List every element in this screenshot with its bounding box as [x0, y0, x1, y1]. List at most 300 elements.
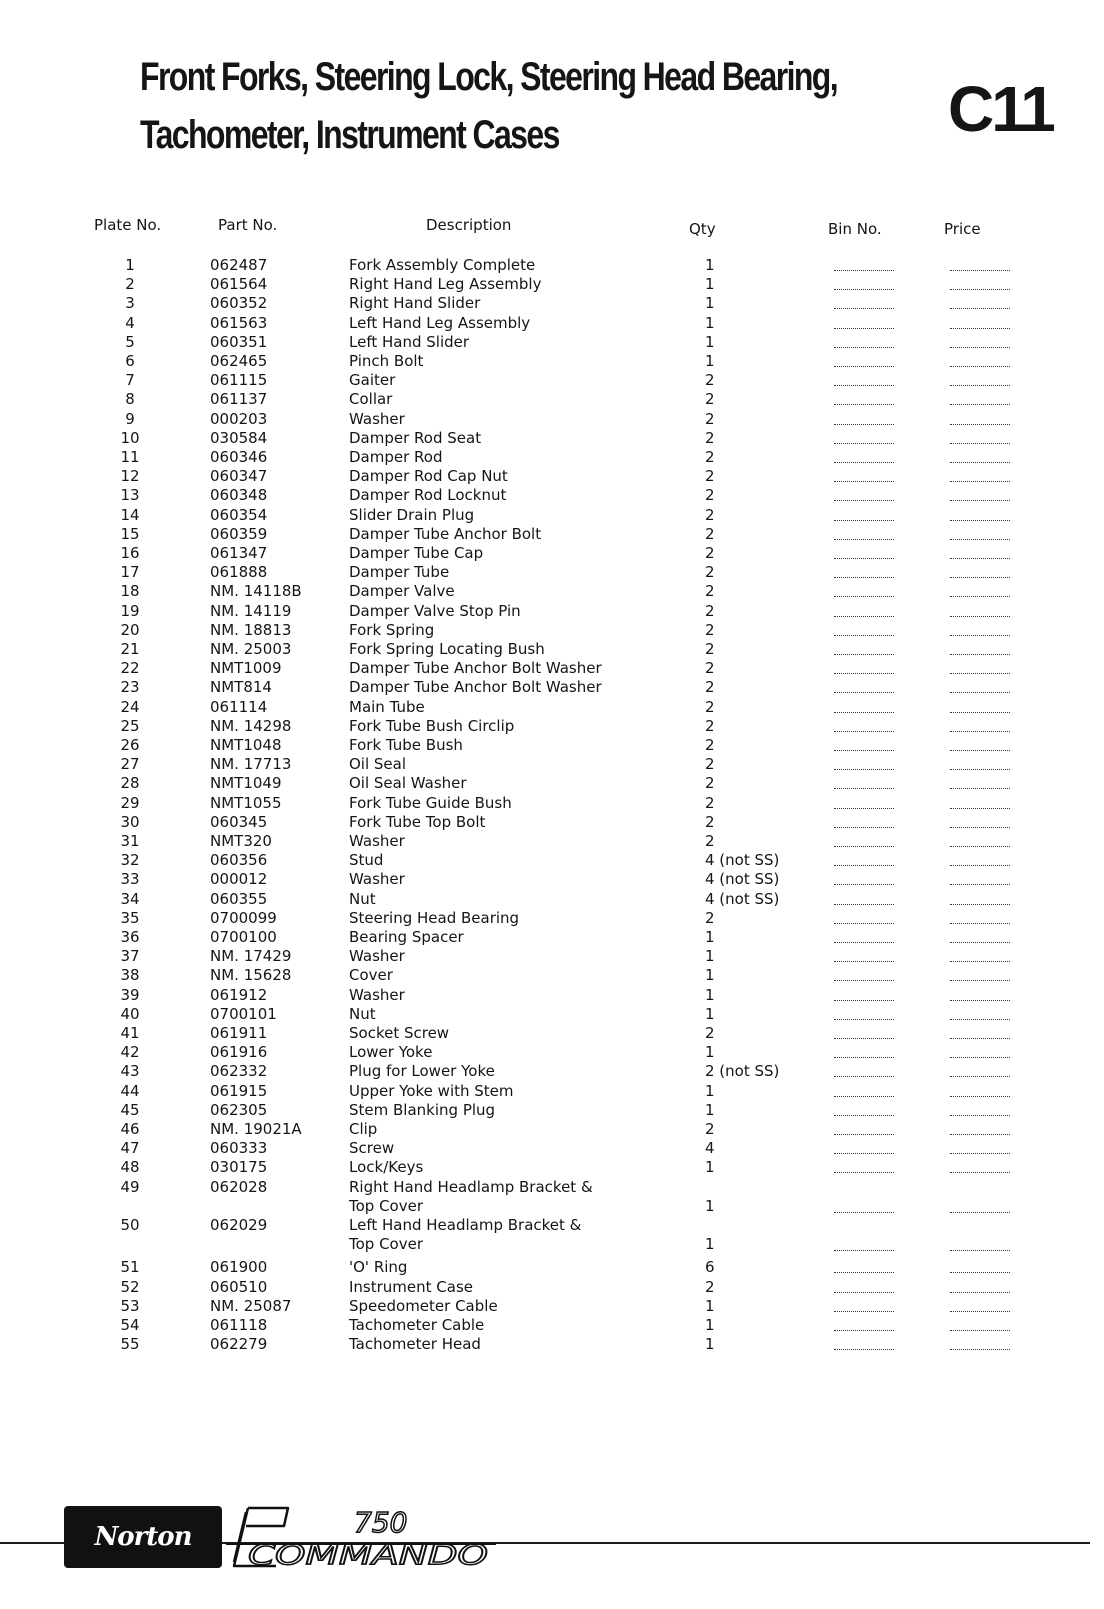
part-no: 061137: [210, 390, 268, 408]
bin-no-blank: [834, 1024, 894, 1039]
plate-no: 23: [120, 678, 140, 696]
qty: 2: [705, 717, 715, 735]
part-no: 060355: [210, 890, 268, 908]
plate-no: 10: [120, 429, 140, 447]
description: [349, 1278, 473, 1297]
bin-no-blank: [834, 410, 894, 425]
table-row: [0, 1335, 1104, 1354]
part-no: NMT1055: [210, 794, 282, 812]
plate-no: 24: [120, 698, 140, 716]
qty: 1: [705, 1197, 715, 1215]
bin-no-blank: [834, 870, 894, 885]
part-no: NMT320: [210, 832, 272, 850]
plate-no: 22: [120, 659, 140, 677]
description-line-1: Damper Tube Cap: [349, 544, 484, 562]
bin-no-blank: [834, 986, 894, 1001]
description: [349, 1082, 514, 1101]
price-blank: [950, 1024, 1010, 1039]
plate-no: 1: [125, 256, 135, 274]
bin-no-blank: [834, 390, 894, 405]
part-no: NM. 25087: [210, 1297, 292, 1315]
description: [349, 678, 602, 697]
part-no: 061347: [210, 544, 268, 562]
bin-no-blank: [834, 525, 894, 540]
plate-no: 2: [125, 275, 135, 293]
table-row: [0, 928, 1104, 947]
bin-no-blank: [834, 947, 894, 962]
bin-no-blank: [834, 544, 894, 559]
table-row: [0, 947, 1104, 966]
plate-no: 6: [125, 352, 135, 370]
price-blank: [950, 678, 1010, 693]
plate-no: 51: [120, 1258, 140, 1276]
plate-no: 17: [120, 563, 140, 581]
qty: 1: [705, 986, 715, 1004]
description-line-1: Nut: [349, 890, 376, 908]
price-blank: [950, 1258, 1010, 1273]
table-row: [0, 1158, 1104, 1177]
price-blank: [950, 544, 1010, 559]
bin-no-blank: [834, 563, 894, 578]
qty: 1: [705, 256, 715, 274]
price-blank: [950, 966, 1010, 981]
description: [349, 1043, 432, 1062]
description-line-1: Damper Tube Anchor Bolt Washer: [349, 678, 602, 696]
qty: 2: [705, 1278, 715, 1296]
part-no: NMT814: [210, 678, 272, 696]
plate-no: 27: [120, 755, 140, 773]
plate-no: 41: [120, 1024, 140, 1042]
description-line-1: Fork Spring Locating Bush: [349, 640, 545, 658]
bin-no-blank: [834, 966, 894, 981]
price-blank: [950, 506, 1010, 521]
table-row: [0, 717, 1104, 736]
part-no: NM. 15628: [210, 966, 292, 984]
column-header-part-no: Part No.: [218, 216, 278, 234]
table-row: [0, 832, 1104, 851]
description: [349, 314, 530, 333]
table-row: [0, 1278, 1104, 1297]
plate-no: 33: [120, 870, 140, 888]
description-line-1: Right Hand Leg Assembly: [349, 275, 542, 293]
commando-750-logo: [226, 1504, 496, 1570]
part-no: 062028: [210, 1178, 268, 1196]
plate-no: 16: [120, 544, 140, 562]
price-blank: [950, 448, 1010, 463]
bin-no-blank: [834, 467, 894, 482]
page-title-line-2: Tachometer, Instrument Cases: [140, 113, 559, 157]
part-no: 060354: [210, 506, 268, 524]
description: [349, 832, 405, 851]
price-blank: [950, 1297, 1010, 1312]
part-no: 061118: [210, 1316, 268, 1334]
part-no: 062029: [210, 1216, 268, 1234]
bin-no-blank: [834, 813, 894, 828]
description-line-1: Pinch Bolt: [349, 352, 424, 370]
description-line-1: Speedometer Cable: [349, 1297, 498, 1315]
table-row: [0, 371, 1104, 390]
bin-no-blank: [834, 832, 894, 847]
part-no: 000012: [210, 870, 268, 888]
bin-no-blank: [834, 486, 894, 501]
price-blank: [950, 486, 1010, 501]
part-no: 060356: [210, 851, 268, 869]
plate-no: 48: [120, 1158, 140, 1176]
bin-no-blank: [834, 1278, 894, 1293]
model-number: 750: [354, 1506, 408, 1539]
description-line-1: Nut: [349, 1005, 376, 1023]
qty: 2: [705, 1120, 715, 1138]
table-row: [0, 1005, 1104, 1024]
price-blank: [950, 429, 1010, 444]
qty: 1: [705, 294, 715, 312]
part-no: NM. 14118B: [210, 582, 302, 600]
part-no: 0700100: [210, 928, 277, 946]
table-row: [0, 909, 1104, 928]
plate-no: 49: [120, 1178, 140, 1196]
description: [349, 294, 480, 313]
plate-no: 45: [120, 1101, 140, 1119]
price-blank: [950, 736, 1010, 751]
description-line-1: Screw: [349, 1139, 395, 1157]
price-blank: [950, 1101, 1010, 1116]
bin-no-blank: [834, 928, 894, 943]
bin-no-blank: [834, 678, 894, 693]
qty: 1: [705, 352, 715, 370]
description: [349, 1158, 423, 1177]
price-blank: [950, 1236, 1010, 1251]
description-line-1: Cover: [349, 966, 393, 984]
description-line-1: Fork Tube Bush: [349, 736, 463, 754]
description: [349, 1178, 593, 1216]
description: [349, 851, 383, 870]
column-header-qty: Qty: [689, 220, 716, 238]
norton-logo: [64, 1506, 222, 1568]
plate-no: 21: [120, 640, 140, 658]
plate-no: 53: [120, 1297, 140, 1315]
part-no: 062305: [210, 1101, 268, 1119]
bin-no-blank: [834, 275, 894, 290]
plate-no: 30: [120, 813, 140, 831]
description-line-1: Damper Tube Anchor Bolt: [349, 525, 542, 543]
qty: 2: [705, 774, 715, 792]
plate-no: 54: [120, 1316, 140, 1334]
qty: 2: [705, 390, 715, 408]
bin-no-blank: [834, 621, 894, 636]
description-line-1: Fork Tube Bush Circlip: [349, 717, 515, 735]
price-blank: [950, 1082, 1010, 1097]
description-line-1: Washer: [349, 832, 405, 850]
description-line-1: Lower Yoke: [349, 1043, 433, 1061]
description: [349, 333, 469, 352]
table-row: [0, 794, 1104, 813]
bin-no-blank: [834, 582, 894, 597]
section-code: C11: [948, 73, 1053, 145]
part-no: NM. 18813: [210, 621, 292, 639]
price-blank: [950, 525, 1010, 540]
table-row: [0, 602, 1104, 621]
part-no: 060352: [210, 294, 268, 312]
description: [349, 1258, 407, 1277]
bin-no-blank: [834, 774, 894, 789]
qty: 1: [705, 1235, 715, 1253]
bin-no-blank: [834, 659, 894, 674]
part-no: NM. 25003: [210, 640, 292, 658]
description-line-1: Lock/Keys: [349, 1158, 424, 1176]
qty: 2: [705, 602, 715, 620]
price-blank: [950, 1198, 1010, 1213]
price-blank: [950, 1062, 1010, 1077]
qty: 2: [705, 429, 715, 447]
price-blank: [950, 698, 1010, 713]
description-line-1: Damper Rod Cap Nut: [349, 467, 508, 485]
qty: 2: [705, 621, 715, 639]
description: [349, 870, 405, 889]
plate-no: 46: [120, 1120, 140, 1138]
description-line-1: Damper Valve Stop Pin: [349, 602, 521, 620]
table-row: [0, 467, 1104, 486]
table-row: [0, 870, 1104, 889]
description-line-1: Damper Rod Seat: [349, 429, 482, 447]
description-line-1: Collar: [349, 390, 393, 408]
part-no: 061911: [210, 1024, 268, 1042]
price-blank: [950, 1158, 1010, 1173]
description: [349, 275, 541, 294]
description: [349, 486, 506, 505]
bin-no-blank: [834, 890, 894, 905]
table-row: [0, 640, 1104, 659]
price-blank: [950, 813, 1010, 828]
description-line-1: Left Hand Leg Assembly: [349, 314, 531, 332]
price-blank: [950, 602, 1010, 617]
plate-no: 47: [120, 1139, 140, 1157]
description-line-1: Plug for Lower Yoke: [349, 1062, 495, 1080]
bin-no-blank: [834, 1062, 894, 1077]
table-row: [0, 1043, 1104, 1062]
plate-no: 52: [120, 1278, 140, 1296]
description: [349, 640, 545, 659]
price-blank: [950, 774, 1010, 789]
table-row: [0, 1024, 1104, 1043]
qty: 2: [705, 678, 715, 696]
description-line-1: Upper Yoke with Stem: [349, 1082, 514, 1100]
price-blank: [950, 1278, 1010, 1293]
column-header-description: Description: [426, 216, 512, 234]
table-row: [0, 486, 1104, 505]
qty: 2: [705, 467, 715, 485]
bin-no-blank: [834, 755, 894, 770]
description: [349, 755, 406, 774]
part-no: NMT1049: [210, 774, 282, 792]
table-row: [0, 966, 1104, 985]
description: [349, 1062, 495, 1081]
page-title: [140, 48, 838, 164]
column-header-plate-no: Plate No.: [94, 216, 162, 234]
description-line-1: Oil Seal: [349, 755, 407, 773]
plate-no: 14: [120, 506, 140, 524]
part-no: NMT1048: [210, 736, 282, 754]
bin-no-blank: [834, 333, 894, 348]
description: [349, 429, 481, 448]
description-line-1: Fork Tube Guide Bush: [349, 794, 512, 812]
plate-no: 20: [120, 621, 140, 639]
table-row: [0, 1101, 1104, 1120]
description-line-1: Slider Drain Plug: [349, 506, 475, 524]
price-blank: [950, 851, 1010, 866]
description: [349, 525, 541, 544]
description: [349, 1005, 376, 1024]
qty: 2: [705, 832, 715, 850]
qty: 1: [705, 275, 715, 293]
bin-no-blank: [834, 1316, 894, 1331]
description: [349, 947, 405, 966]
price-blank: [950, 294, 1010, 309]
part-no: 0700099: [210, 909, 277, 927]
description: [349, 621, 434, 640]
description-line-1: Gaiter: [349, 371, 396, 389]
description: [349, 1120, 377, 1139]
description-line-1: Steering Head Bearing: [349, 909, 520, 927]
price-blank: [950, 1005, 1010, 1020]
column-header-bin-no: Bin No.: [828, 220, 882, 238]
plate-no: 44: [120, 1082, 140, 1100]
description-line-1: Fork Tube Top Bolt: [349, 813, 486, 831]
plate-no: 5: [125, 333, 135, 351]
table-row: [0, 755, 1104, 774]
description-line-1: Damper Tube: [349, 563, 450, 581]
qty: 2: [705, 755, 715, 773]
part-no: 061900: [210, 1258, 268, 1276]
description: [349, 1297, 498, 1316]
price-blank: [950, 352, 1010, 367]
table-row: [0, 698, 1104, 717]
description: [349, 909, 519, 928]
plate-no: 9: [125, 410, 135, 428]
part-no: 060333: [210, 1139, 268, 1157]
part-no: 0700101: [210, 1005, 277, 1023]
description-line-1: Oil Seal Washer: [349, 774, 467, 792]
description-line-1: Instrument Case: [349, 1278, 474, 1296]
plate-no: 8: [125, 390, 135, 408]
description: [349, 1335, 481, 1354]
description: [349, 1216, 581, 1254]
price-blank: [950, 794, 1010, 809]
qty: 1: [705, 928, 715, 946]
qty: 2: [705, 563, 715, 581]
table-row: [0, 1316, 1104, 1335]
qty: 2: [705, 506, 715, 524]
description-line-1: Stem Blanking Plug: [349, 1101, 496, 1119]
part-no: NM. 17713: [210, 755, 292, 773]
table-row: [0, 506, 1104, 525]
description: [349, 717, 514, 736]
description-line-1: Fork Assembly Complete: [349, 256, 536, 274]
price-blank: [950, 390, 1010, 405]
price-blank: [950, 890, 1010, 905]
price-blank: [950, 410, 1010, 425]
description-line-1: Right Hand Headlamp Bracket &: [349, 1178, 593, 1196]
plate-no: 26: [120, 736, 140, 754]
part-no: 060510: [210, 1278, 268, 1296]
qty: 2: [705, 1024, 715, 1042]
table-row: [0, 563, 1104, 582]
qty: 2: [705, 736, 715, 754]
table-row: [0, 851, 1104, 870]
description-line-1: Bearing Spacer: [349, 928, 464, 946]
description-line-1: Tachometer Head: [349, 1335, 481, 1353]
description: [349, 986, 405, 1005]
qty: 2: [705, 698, 715, 716]
qty: 1: [705, 1101, 715, 1119]
bin-no-blank: [834, 909, 894, 924]
table-row: [0, 1062, 1104, 1081]
part-no: 061912: [210, 986, 268, 1004]
qty: 1: [705, 1316, 715, 1334]
part-no: NM. 19021A: [210, 1120, 302, 1138]
part-no: 061563: [210, 314, 268, 332]
description: [349, 1024, 449, 1043]
description: [349, 1101, 495, 1120]
table-row: [0, 1258, 1104, 1277]
description-line-1: Left Hand Headlamp Bracket &: [349, 1216, 582, 1234]
qty: 6: [705, 1258, 715, 1276]
qty: 1: [705, 966, 715, 984]
part-no: NMT1009: [210, 659, 282, 677]
plate-no: 38: [120, 966, 140, 984]
price-blank: [950, 928, 1010, 943]
description-line-1: Damper Valve: [349, 582, 455, 600]
bin-no-blank: [834, 640, 894, 655]
table-row: [0, 256, 1104, 275]
description-line-1: Clip: [349, 1120, 378, 1138]
plate-no: 12: [120, 467, 140, 485]
plate-no: 15: [120, 525, 140, 543]
table-row: [0, 333, 1104, 352]
description: [349, 448, 443, 467]
table-row: [0, 986, 1104, 1005]
description-line-1: 'O' Ring: [349, 1258, 408, 1276]
table-row: [0, 448, 1104, 467]
bin-no-blank: [834, 352, 894, 367]
description-line-1: Socket Screw: [349, 1024, 450, 1042]
table-row: [0, 525, 1104, 544]
table-row: [0, 659, 1104, 678]
page-title-line-1: Front Forks, Steering Lock, Steering Head Bearing,: [140, 55, 838, 99]
table-row: [0, 1120, 1104, 1139]
description: [349, 698, 425, 717]
part-no: 000203: [210, 410, 268, 428]
plate-no: 55: [120, 1335, 140, 1353]
qty: 1: [705, 1335, 715, 1353]
table-row: [0, 813, 1104, 832]
price-blank: [950, 947, 1010, 962]
description: [349, 794, 512, 813]
bin-no-blank: [834, 1082, 894, 1097]
description: [349, 659, 602, 678]
price-blank: [950, 659, 1010, 674]
bin-no-blank: [834, 429, 894, 444]
table-row: [0, 736, 1104, 755]
model-name: COMMANDO: [248, 1538, 488, 1570]
column-header-price: Price: [944, 220, 981, 238]
description: [349, 544, 483, 563]
description: [349, 467, 508, 486]
price-blank: [950, 1316, 1010, 1331]
price-blank: [950, 563, 1010, 578]
bin-no-blank: [834, 314, 894, 329]
price-blank: [950, 870, 1010, 885]
qty: 1: [705, 1297, 715, 1315]
